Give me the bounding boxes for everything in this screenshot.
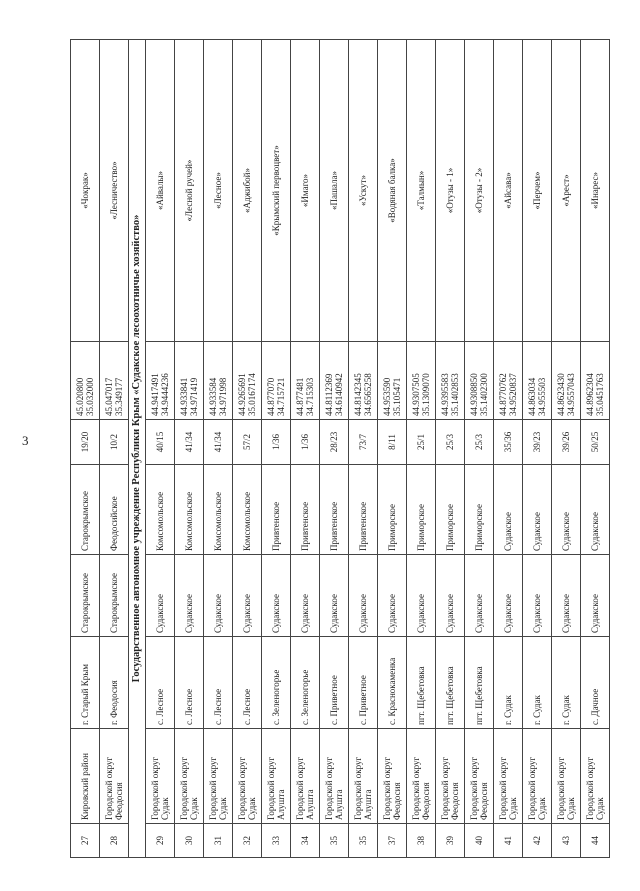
- organization-cell: Судакское: [407, 555, 436, 637]
- organization-cell: Старокрымское: [71, 555, 100, 637]
- table-row: [71, 40, 100, 858]
- quarter-cell: 35/36: [494, 420, 523, 465]
- settlement-cell: с. Лесное: [175, 637, 204, 729]
- settlement-cell: пгт. Щебетовка: [465, 637, 494, 729]
- coordinates-cell: [100, 342, 129, 420]
- organization-cell: Судакское: [523, 555, 552, 637]
- organization-cell: Судакское: [291, 555, 320, 637]
- quarter-cell: 28/23: [320, 420, 349, 465]
- table-row: [146, 40, 175, 858]
- latitude-value: 44.863034: [526, 377, 537, 416]
- rotated-table-container: [70, 40, 605, 858]
- coordinates-cell: [175, 342, 204, 420]
- site-name-cell: «Отузы - 1»: [436, 40, 465, 342]
- section-title: Государственное автономное учреждение Республики Крым «Судакское лесоохотничье хозяйство»: [129, 40, 146, 858]
- longitude-value: 35.0167174: [247, 373, 257, 416]
- settlement-cell: г. Судак: [552, 637, 581, 729]
- settlement-cell: пгт. Щебетовка: [407, 637, 436, 729]
- organization-cell: Судакское: [146, 555, 175, 637]
- forestry-cell: Феодосийское: [100, 465, 129, 555]
- district-cell: Городской округ Судак: [233, 729, 262, 824]
- site-name-cell: «Лесной ручей»: [175, 40, 204, 342]
- table-row: [291, 40, 320, 858]
- forestry-cell: Старокрымское: [71, 465, 100, 555]
- table-row: [465, 40, 494, 858]
- longitude-value: 35.1402300: [479, 373, 489, 416]
- quarter-cell: 25/3: [436, 420, 465, 465]
- settlement-cell: с. Краснокаменка: [378, 637, 407, 729]
- settlement-cell: с. Лесное: [146, 637, 175, 729]
- coordinates-cell: [523, 342, 552, 420]
- forestry-cell: Комсомольское: [204, 465, 233, 555]
- forestry-cell: Комсомольское: [175, 465, 204, 555]
- site-name-cell: «Лесничество»: [100, 40, 129, 342]
- settlement-cell: с. Лесное: [204, 637, 233, 729]
- row-number-cell: 44: [581, 824, 610, 858]
- district-cell: Городской округ Судак: [146, 729, 175, 824]
- forestry-cell: Привтенское: [349, 465, 378, 555]
- forestry-cell: Приморское: [407, 465, 436, 555]
- forestry-cell: Приморское: [378, 465, 407, 555]
- organization-cell: Судакское: [175, 555, 204, 637]
- forestry-cell: Судакское: [581, 465, 610, 555]
- district-cell: Городской округ Алушта: [349, 729, 378, 824]
- site-name-cell: «Пашала»: [320, 40, 349, 342]
- quarter-cell: 40/15: [146, 420, 175, 465]
- organization-cell: Судакское: [233, 555, 262, 637]
- forestry-cell: Комсомольское: [146, 465, 175, 555]
- settlement-cell: г. Судак: [523, 637, 552, 729]
- district-cell: Городской округ Феодосия: [100, 729, 129, 824]
- organization-cell: Судакское: [349, 555, 378, 637]
- row-number-cell: 32: [233, 824, 262, 858]
- settlement-cell: с. Приветное: [320, 637, 349, 729]
- table-row: [349, 40, 378, 858]
- longitude-value: 34.955503: [537, 377, 547, 416]
- latitude-value: 44.8112369: [323, 373, 334, 416]
- coordinates-cell: [349, 342, 378, 420]
- section-header-row: [129, 40, 146, 858]
- longitude-value: 35.032000: [85, 377, 95, 416]
- site-name-cell: «Имаго»: [291, 40, 320, 342]
- site-name-cell: «Чокрак»: [71, 40, 100, 342]
- quarter-cell: 50/25: [581, 420, 610, 465]
- organization-cell: Судакское: [204, 555, 233, 637]
- row-number-cell: 34: [291, 824, 320, 858]
- longitude-value: 34.6565258: [363, 373, 373, 416]
- settlement-cell: с. Зеленогорье: [291, 637, 320, 729]
- longitude-value: 35.0451763: [595, 373, 605, 416]
- settlement-cell: пгт. Щебетовка: [436, 637, 465, 729]
- district-cell: Городской округ Судак: [581, 729, 610, 824]
- coordinates-cell: [204, 342, 233, 420]
- latitude-value: 44.9265691: [236, 373, 247, 416]
- coordinates-cell: [291, 342, 320, 420]
- table-row: [436, 40, 465, 858]
- organization-cell: Судакское: [320, 555, 349, 637]
- table-row: [175, 40, 204, 858]
- quarter-cell: 25/1: [407, 420, 436, 465]
- site-name-cell: «Ускут»: [349, 40, 378, 342]
- latitude-value: 44.933584: [207, 377, 218, 416]
- row-number-cell: 27: [71, 824, 100, 858]
- longitude-value: 34.9557043: [566, 373, 576, 416]
- latitude-value: 44.9307505: [410, 373, 421, 416]
- longitude-value: 34.9520837: [508, 373, 518, 416]
- site-name-cell: «Айвалы»: [146, 40, 175, 342]
- table-row: [262, 40, 291, 858]
- quarter-cell: 10/2: [100, 420, 129, 465]
- page-number: 3: [22, 433, 29, 448]
- latitude-value: 44.8962304: [584, 373, 595, 416]
- district-cell: Городской округ Судак: [523, 729, 552, 824]
- forestry-cell: Судакское: [494, 465, 523, 555]
- site-name-cell: «Крымский первоцвет»: [262, 40, 291, 342]
- coordinates-cell: [581, 342, 610, 420]
- site-name-cell: «Арест»: [552, 40, 581, 342]
- site-name-cell: «Перчем»: [523, 40, 552, 342]
- forestry-cell: Привтенское: [262, 465, 291, 555]
- longitude-value: 34.6140942: [334, 373, 344, 416]
- district-cell: Кировский район: [71, 729, 100, 824]
- longitude-value: 35.349177: [114, 377, 124, 416]
- quarter-cell: 73/7: [349, 420, 378, 465]
- district-cell: Городской округ Феодосия: [407, 729, 436, 824]
- coordinates-cell: [378, 342, 407, 420]
- table-row: [233, 40, 262, 858]
- quarter-cell: 19/20: [71, 420, 100, 465]
- table-row: [204, 40, 233, 858]
- table-row: [378, 40, 407, 858]
- coordinates-cell: [262, 342, 291, 420]
- coordinates-cell: [552, 342, 581, 420]
- row-number-cell: 35: [320, 824, 349, 858]
- latitude-value: 44.877070: [265, 377, 276, 416]
- settlement-cell: г. Феодосия: [100, 637, 129, 729]
- row-number-cell: 43: [552, 824, 581, 858]
- district-cell: Городской округ Феодосия: [436, 729, 465, 824]
- latitude-value: 44.9308850: [468, 373, 479, 416]
- quarter-cell: 39/23: [523, 420, 552, 465]
- longitude-value: 35.1309070: [421, 373, 431, 416]
- row-number-cell: 41: [494, 824, 523, 858]
- organization-cell: Судакское: [552, 555, 581, 637]
- forestry-cell: Приморское: [465, 465, 494, 555]
- settlement-cell: с. Приветное: [349, 637, 378, 729]
- coordinates-cell: [320, 342, 349, 420]
- quarter-cell: 8/11: [378, 420, 407, 465]
- longitude-value: 34.9444236: [160, 373, 170, 416]
- quarter-cell: 1/36: [291, 420, 320, 465]
- row-number-cell: 42: [523, 824, 552, 858]
- organization-cell: Судакское: [465, 555, 494, 637]
- forestry-cell: Привтенское: [291, 465, 320, 555]
- settlement-cell: с. Дачное: [581, 637, 610, 729]
- latitude-value: 44.9395583: [439, 373, 450, 416]
- quarter-cell: 57/2: [233, 420, 262, 465]
- longitude-value: 34.971419: [189, 377, 199, 416]
- district-cell: Городской округ Феодосия: [378, 729, 407, 824]
- latitude-value: 45.020800: [74, 377, 85, 416]
- row-number-cell: 35: [349, 824, 378, 858]
- district-cell: Городской округ Алушта: [291, 729, 320, 824]
- forestry-cell: Судакское: [552, 465, 581, 555]
- row-number-cell: 38: [407, 824, 436, 858]
- row-number-cell: 39: [436, 824, 465, 858]
- organization-cell: Старокрымское: [100, 555, 129, 637]
- longitude-value: 35.1402853: [450, 373, 460, 416]
- quarter-cell: 41/34: [204, 420, 233, 465]
- row-number-cell: 29: [146, 824, 175, 858]
- district-cell: Городской округ Алушта: [262, 729, 291, 824]
- quarter-cell: 1/36: [262, 420, 291, 465]
- organization-cell: Судакское: [262, 555, 291, 637]
- district-cell: Городской округ Судак: [552, 729, 581, 824]
- coordinates-cell: [494, 342, 523, 420]
- row-number-cell: 40: [465, 824, 494, 858]
- coordinates-cell: [233, 342, 262, 420]
- row-number-cell: 30: [175, 824, 204, 858]
- site-name-cell: «Лесное»: [204, 40, 233, 342]
- site-name-cell: «Аджибой»: [233, 40, 262, 342]
- coordinates-cell: [465, 342, 494, 420]
- latitude-value: 44.8142345: [352, 373, 363, 416]
- forestry-cell: Приморское: [436, 465, 465, 555]
- district-cell: Городской округ Алушта: [320, 729, 349, 824]
- latitude-value: 45.047017: [103, 377, 114, 416]
- quarter-cell: 41/34: [175, 420, 204, 465]
- district-cell: Городской округ Судак: [494, 729, 523, 824]
- site-name-cell: «Талмын»: [407, 40, 436, 342]
- coordinates-cell: [146, 342, 175, 420]
- forest-sites-table: [70, 39, 610, 858]
- latitude-value: 44.8770762: [497, 373, 508, 416]
- site-name-cell: «Водяная балка»: [378, 40, 407, 342]
- district-cell: Городской округ Феодосия: [465, 729, 494, 824]
- latitude-value: 44.933841: [178, 377, 189, 416]
- organization-cell: Судакское: [378, 555, 407, 637]
- site-name-cell: «Айсава»: [494, 40, 523, 342]
- row-number-cell: 31: [204, 824, 233, 858]
- table-row: [100, 40, 129, 858]
- coordinates-cell: [407, 342, 436, 420]
- table-row: [494, 40, 523, 858]
- site-name-cell: «Отузы - 2»: [465, 40, 494, 342]
- settlement-cell: с. Лесное: [233, 637, 262, 729]
- longitude-value: 35.105471: [392, 377, 402, 416]
- forestry-cell: Привтенское: [320, 465, 349, 555]
- latitude-value: 44.953590: [381, 377, 392, 416]
- table-row: [552, 40, 581, 858]
- table-row: [407, 40, 436, 858]
- latitude-value: 44.8623430: [555, 373, 566, 416]
- organization-cell: Судакское: [436, 555, 465, 637]
- latitude-value: 44.9417491: [149, 373, 160, 416]
- district-cell: Городской округ Судак: [175, 729, 204, 824]
- table-row: [581, 40, 610, 858]
- site-name-cell: «Инарес»: [581, 40, 610, 342]
- coordinates-cell: [71, 342, 100, 420]
- longitude-value: 34.715721: [276, 377, 286, 416]
- latitude-value: 44.877481: [294, 377, 305, 416]
- coordinates-cell: [436, 342, 465, 420]
- row-number-cell: 37: [378, 824, 407, 858]
- settlement-cell: с. Зеленогорье: [262, 637, 291, 729]
- quarter-cell: 39/26: [552, 420, 581, 465]
- longitude-value: 34.971998: [218, 377, 228, 416]
- settlement-cell: г. Судак: [494, 637, 523, 729]
- table-row: [320, 40, 349, 858]
- table-row: [523, 40, 552, 858]
- district-cell: Городской округ Судак: [204, 729, 233, 824]
- organization-cell: Судакское: [494, 555, 523, 637]
- row-number-cell: 33: [262, 824, 291, 858]
- forestry-cell: Комсомольское: [233, 465, 262, 555]
- settlement-cell: г. Старый Крым: [71, 637, 100, 729]
- row-number-cell: 28: [100, 824, 129, 858]
- longitude-value: 34.715303: [305, 377, 315, 416]
- forestry-cell: Судакское: [523, 465, 552, 555]
- organization-cell: Судакское: [581, 555, 610, 637]
- quarter-cell: 25/3: [465, 420, 494, 465]
